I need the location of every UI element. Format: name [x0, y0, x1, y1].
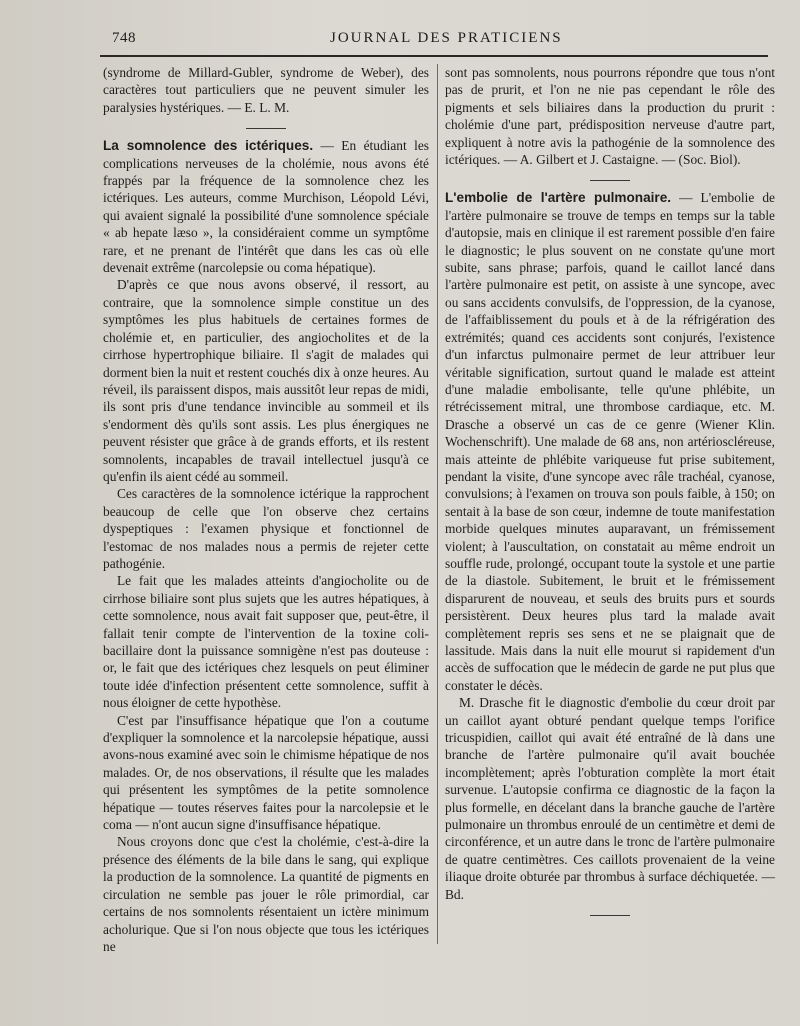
- paragraph: sont pas somnolents, nous pourrons répondre que tous n'ont pas de prurit, et l'on ne nie pas cependant le rôle des pigments et sels biliaires dans la production du prurit : cholémie d'une part, prédisposition nerveuse d'autre part, expliquent à notre avis la pathogénie de la somnolence des ictériques. — A. Gilbert et J. Castaigne. — (Soc. Biol).: [445, 65, 775, 168]
- article-title: La somnolence des ictériques.: [103, 138, 314, 154]
- section-divider: [590, 915, 630, 916]
- paragraph-text: — En étudiant les complications nerveuses de la cholémie, nous avons été frappés par la fréquence de la somnolence chez les ictériques. Les auteurs, comme Murchison, Léopold Lévi, qui avaient signalé la possibilité d'une somnolence spéciale « ab hepate læso », la considéraient comme un symptôme rare, et ne prenant de l'intérêt que dans les cas où elle devenait extrême (narcolepsie ou coma hépatique).: [103, 138, 429, 276]
- paragraph: Ces caractères de la somnolence ictérique la rapprochent beaucoup de celle que l'on observe chez certains dyspeptiques : l'examen physique et fonctionnel de l'estomac de nos malades nous a permis de rejeter cette pathogénie.: [103, 486, 429, 571]
- paragraph: (syndrome de Millard-Gubler, syndrome de Weber), des caractères tout particuliers que ne peuvent simuler les paralysies hystériques. — E. L. M.: [103, 65, 429, 115]
- header-rule: [100, 55, 768, 57]
- article-embolie: [445, 189, 775, 694]
- paragraph: C'est par l'insuffisance hépatique que l'on a coutume d'expliquer la somnolence et la narcolepsie hépatique, aussi avons-nous examiné avec soin le chimisme hépatique de nos malades. Or, de nos observations, il résulte que les malades qui présentent les symptômes de la petite somnolence hépatique — toutes réserves faites pour la narcolepsie et le coma — n'ont aucun signe d'insuffisance hépatique.: [103, 712, 429, 833]
- column-divider: [437, 64, 438, 944]
- paragraph: M. Drasche fit le diagnostic d'embolie du cœur droit par un caillot ayant obturé pendant quelque temps l'orifice tricuspidien, caillot qui avait été entraîné de là dans une branche de l'artère pulmonaire qu'il avait bouchée incomplètement; après l'obturation complète la mort était survenue. L'autopsie confirma ce diagnostic de la façon la plus formelle, en décelant dans la branche gauche de l'artère pulmonaire un thrombus enroulé de un centimètre et demi de circonférence, et un autre dans le tronc de l'artère pulmonaire de quatre centimètres. Ces caillots provenaient de la veine iliaque droite obturée par thrombus à surface déchiquetée. — Bd.: [445, 695, 775, 902]
- page-header: [100, 28, 770, 54]
- section-divider: [246, 128, 286, 129]
- article-somnolence: [103, 137, 429, 276]
- page-number: 748: [112, 30, 136, 46]
- paragraph-text: — L'embolie de l'artère pulmonaire se trouve de temps en temps sur la table d'autopsie, mais en clinique il est rarement possible d'en faire le diagnostic; le plus souvent on ne constate qu'une mort subite, sans phrase; parfois, quand le caillot lancé dans l'artère pulmonaire est petit, on assiste à une syncope, avec ou sans accidents convulsifs, de l'oppression, de la cyanose, de l'affaiblissement du pouls et à de la réfrigération des extrémités; quand ces accidents sont conjurés, l'existence d'un infarctus pulmonaire permet de leur attribuer leur véritable signification, surtout quand le malade est atteint d'une maladie embolisante, telle qu'une phlébite, un rétrécissement mitral, une thrombose cardiaque, etc. M. Drasche a observé un cas de ce genre (Wiener Klin. Wochenschrift). Une malade de 68 ans, non artérioscléreuse, mais atteinte de phlébite variqueuse fut prise subitement, pendant la visite, d'une syncope avec râle trachéal, cyanose, convulsions; à l'examen on trouva son pouls faible, à 150; on sentait à la base de son cœur, indemne de toute manifestation morbide quelques minutes auparavant, un frémissement violent; à l'auscultation, on constatait au même endroit un souffle rude, prolongé, occupant toute la systole et une partie de la diastole. Subitement, le bruit et le frémissement disparurent de nouveau, et seuls des bruits purs et sourds persistèrent. Deux heures plus tard la malade avait complètement repris ses sens et ne se plaignait que de lassitude. Mais dans la nuit elle mourut si rapidement d'un accès de suffocation que le médecin de garde ne put plus que constater le décès.: [445, 190, 775, 693]
- right-column: [445, 64, 775, 924]
- paragraph: Le fait que les malades atteints d'angiocholite ou de cirrhose biliaire sont plus sujets que les autres hépatiques, à cette somnolence, nous avait fait supposer que, peut-être, il fallait tenir compte de l'intervention de la toxine coli-bacillaire dont la puissance somnigène n'est pas douteuse : or, le fait que des ictériques chez lesquels on peut éliminer toute idée d'infection présentent cette somnolence, suffit à nous éloigner de cette hypothèse.: [103, 573, 429, 711]
- paragraph: Nous croyons donc que c'est la cholémie, c'est-à-dire la présence des éléments de la bile dans le sang, qui explique la production de la somnolence. La quantité de pigments en circulation ne semble pas jouer le rôle primordial, car certains de nos somnolents résentaient un ictère minimum acholurique. Que si l'on nous objecte que tous les ictériques ne: [103, 834, 429, 954]
- article-title: L'embolie de l'artère pulmonaire.: [445, 190, 672, 206]
- paragraph: D'après ce que nous avons observé, il ressort, au contraire, que la somnolence simple constitue un des symptômes les plus habituels de certaines formes de cholémie et, en particulier, des angiocholites et de la cirrhose hypertrophique biliaire. Il s'agit de malades qui dorment bien la nuit et restent couchés dix à onze heures. Au réveil, ils paraissent dispos, mais aussitôt leur repas de midi, ils sont pris d'une tendance invincible au sommeil et ils s'endorment dès qu'ils sont assis. Les plus énergiques ne peuvent résister que grâce à de grands efforts, et ils restent somnolents, incapables de travail intellectuel jusqu'à ce qu'enfin ils aient cédé au sommeil.: [103, 277, 429, 484]
- section-divider: [590, 180, 630, 181]
- running-title: JOURNAL DES PRATICIENS: [330, 30, 563, 46]
- left-column: [103, 64, 429, 955]
